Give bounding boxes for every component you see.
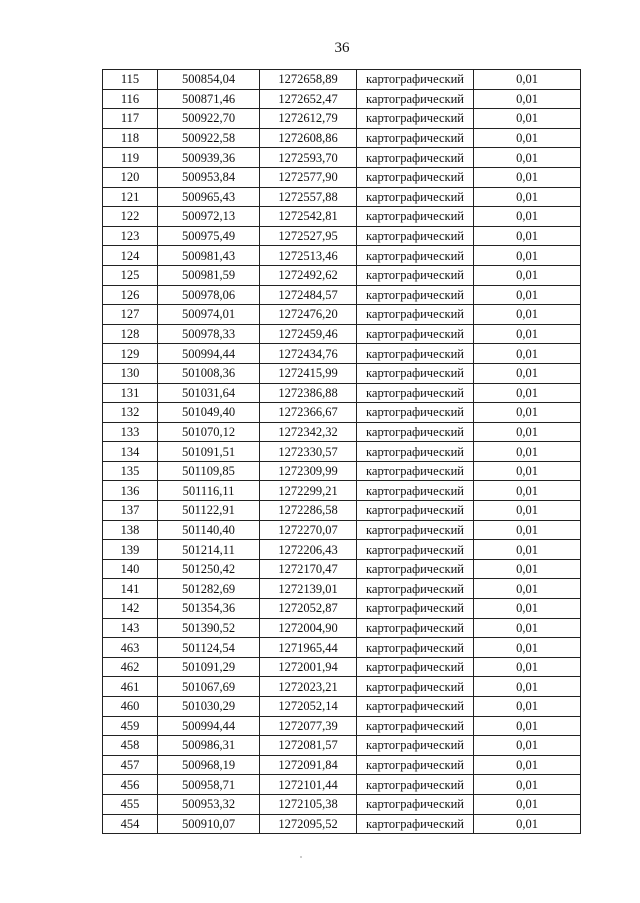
- method-cell: картографический: [357, 559, 474, 579]
- accuracy-cell: 0,01: [474, 70, 581, 90]
- x-coordinate-cell: 501008,36: [158, 363, 260, 383]
- point-number-cell: 139: [103, 540, 158, 560]
- x-coordinate-cell: 501091,51: [158, 442, 260, 462]
- method-cell: картографический: [357, 579, 474, 599]
- y-coordinate-cell: 1272101,44: [260, 775, 357, 795]
- y-coordinate-cell: 1272557,88: [260, 187, 357, 207]
- x-coordinate-cell: 501390,52: [158, 618, 260, 638]
- point-number-cell: 140: [103, 559, 158, 579]
- method-cell: картографический: [357, 657, 474, 677]
- accuracy-cell: 0,01: [474, 657, 581, 677]
- y-coordinate-cell: 1272023,21: [260, 677, 357, 697]
- method-cell: картографический: [357, 501, 474, 521]
- x-coordinate-cell: 500922,58: [158, 128, 260, 148]
- y-coordinate-cell: 1272004,90: [260, 618, 357, 638]
- point-number-cell: 119: [103, 148, 158, 168]
- method-cell: картографический: [357, 207, 474, 227]
- accuracy-cell: 0,01: [474, 618, 581, 638]
- method-cell: картографический: [357, 187, 474, 207]
- method-cell: картографический: [357, 246, 474, 266]
- x-coordinate-cell: 500922,70: [158, 109, 260, 129]
- x-coordinate-cell: 501122,91: [158, 501, 260, 521]
- method-cell: картографический: [357, 638, 474, 658]
- table-row: [103, 383, 581, 403]
- table-row: [103, 520, 581, 540]
- y-coordinate-cell: 1272658,89: [260, 70, 357, 90]
- point-number-cell: 118: [103, 128, 158, 148]
- table-row: [103, 109, 581, 129]
- x-coordinate-cell: 500854,04: [158, 70, 260, 90]
- point-number-cell: 128: [103, 324, 158, 344]
- accuracy-cell: 0,01: [474, 383, 581, 403]
- accuracy-cell: 0,01: [474, 559, 581, 579]
- accuracy-cell: 0,01: [474, 226, 581, 246]
- y-coordinate-cell: 1272091,84: [260, 755, 357, 775]
- y-coordinate-cell: 1272593,70: [260, 148, 357, 168]
- point-number-cell: 137: [103, 501, 158, 521]
- x-coordinate-cell: 500910,07: [158, 814, 260, 834]
- y-coordinate-cell: 1272081,57: [260, 736, 357, 756]
- accuracy-cell: 0,01: [474, 403, 581, 423]
- method-cell: картографический: [357, 167, 474, 187]
- method-cell: картографический: [357, 344, 474, 364]
- y-coordinate-cell: 1272652,47: [260, 89, 357, 109]
- y-coordinate-cell: 1272342,32: [260, 422, 357, 442]
- point-number-cell: 130: [103, 363, 158, 383]
- table-row: [103, 305, 581, 325]
- table-row: [103, 70, 581, 90]
- accuracy-cell: 0,01: [474, 599, 581, 619]
- scan-speck: [300, 856, 302, 858]
- point-number-cell: 142: [103, 599, 158, 619]
- accuracy-cell: 0,01: [474, 207, 581, 227]
- table-row: [103, 403, 581, 423]
- point-number-cell: 126: [103, 285, 158, 305]
- table-row: [103, 501, 581, 521]
- method-cell: картографический: [357, 716, 474, 736]
- table-row: [103, 559, 581, 579]
- accuracy-cell: 0,01: [474, 794, 581, 814]
- point-number-cell: 459: [103, 716, 158, 736]
- accuracy-cell: 0,01: [474, 363, 581, 383]
- y-coordinate-cell: 1272434,76: [260, 344, 357, 364]
- accuracy-cell: 0,01: [474, 540, 581, 560]
- point-number-cell: 127: [103, 305, 158, 325]
- y-coordinate-cell: 1272476,20: [260, 305, 357, 325]
- y-coordinate-cell: 1272001,94: [260, 657, 357, 677]
- accuracy-cell: 0,01: [474, 187, 581, 207]
- point-number-cell: 136: [103, 481, 158, 501]
- point-number-cell: 121: [103, 187, 158, 207]
- point-number-cell: 460: [103, 697, 158, 717]
- method-cell: картографический: [357, 128, 474, 148]
- accuracy-cell: 0,01: [474, 736, 581, 756]
- accuracy-cell: 0,01: [474, 265, 581, 285]
- accuracy-cell: 0,01: [474, 461, 581, 481]
- x-coordinate-cell: 500981,43: [158, 246, 260, 266]
- accuracy-cell: 0,01: [474, 638, 581, 658]
- table-row: [103, 775, 581, 795]
- y-coordinate-cell: 1272052,14: [260, 697, 357, 717]
- accuracy-cell: 0,01: [474, 481, 581, 501]
- x-coordinate-cell: 500953,84: [158, 167, 260, 187]
- table-row: [103, 618, 581, 638]
- table-row: [103, 128, 581, 148]
- method-cell: картографический: [357, 442, 474, 462]
- x-coordinate-cell: 501140,40: [158, 520, 260, 540]
- x-coordinate-cell: 501214,11: [158, 540, 260, 560]
- table-row: [103, 207, 581, 227]
- x-coordinate-cell: 501031,64: [158, 383, 260, 403]
- accuracy-cell: 0,01: [474, 814, 581, 834]
- y-coordinate-cell: 1272299,21: [260, 481, 357, 501]
- point-number-cell: 116: [103, 89, 158, 109]
- x-coordinate-cell: 501124,54: [158, 638, 260, 658]
- table-row: [103, 148, 581, 168]
- x-coordinate-cell: 500972,13: [158, 207, 260, 227]
- method-cell: картографический: [357, 775, 474, 795]
- table-row: [103, 736, 581, 756]
- point-number-cell: 135: [103, 461, 158, 481]
- point-number-cell: 132: [103, 403, 158, 423]
- accuracy-cell: 0,01: [474, 246, 581, 266]
- accuracy-cell: 0,01: [474, 442, 581, 462]
- point-number-cell: 463: [103, 638, 158, 658]
- y-coordinate-cell: 1272484,57: [260, 285, 357, 305]
- method-cell: картографический: [357, 109, 474, 129]
- table-row: [103, 481, 581, 501]
- table-row: [103, 461, 581, 481]
- table-row: [103, 422, 581, 442]
- x-coordinate-cell: 501116,11: [158, 481, 260, 501]
- method-cell: картографический: [357, 618, 474, 638]
- method-cell: картографический: [357, 265, 474, 285]
- accuracy-cell: 0,01: [474, 697, 581, 717]
- method-cell: картографический: [357, 461, 474, 481]
- table-row: [103, 246, 581, 266]
- point-number-cell: 455: [103, 794, 158, 814]
- method-cell: картографический: [357, 794, 474, 814]
- table-row: [103, 187, 581, 207]
- y-coordinate-cell: 1272415,99: [260, 363, 357, 383]
- point-number-cell: 141: [103, 579, 158, 599]
- x-coordinate-cell: 501354,36: [158, 599, 260, 619]
- accuracy-cell: 0,01: [474, 501, 581, 521]
- x-coordinate-cell: 500994,44: [158, 344, 260, 364]
- table-row: [103, 167, 581, 187]
- method-cell: картографический: [357, 697, 474, 717]
- table-row: [103, 794, 581, 814]
- point-number-cell: 143: [103, 618, 158, 638]
- accuracy-cell: 0,01: [474, 128, 581, 148]
- point-number-cell: 120: [103, 167, 158, 187]
- point-number-cell: 456: [103, 775, 158, 795]
- x-coordinate-cell: 501030,29: [158, 697, 260, 717]
- method-cell: картографический: [357, 520, 474, 540]
- x-coordinate-cell: 500871,46: [158, 89, 260, 109]
- y-coordinate-cell: 1272330,57: [260, 442, 357, 462]
- method-cell: картографический: [357, 89, 474, 109]
- y-coordinate-cell: 1272077,39: [260, 716, 357, 736]
- y-coordinate-cell: 1272206,43: [260, 540, 357, 560]
- point-number-cell: 457: [103, 755, 158, 775]
- table-row: [103, 697, 581, 717]
- y-coordinate-cell: 1272286,58: [260, 501, 357, 521]
- table-row: [103, 677, 581, 697]
- method-cell: картографический: [357, 363, 474, 383]
- point-number-cell: 115: [103, 70, 158, 90]
- x-coordinate-cell: 500975,49: [158, 226, 260, 246]
- x-coordinate-cell: 500974,01: [158, 305, 260, 325]
- table-row: [103, 657, 581, 677]
- x-coordinate-cell: 501282,69: [158, 579, 260, 599]
- table-row: [103, 285, 581, 305]
- method-cell: картографический: [357, 481, 474, 501]
- point-number-cell: 117: [103, 109, 158, 129]
- y-coordinate-cell: 1272366,67: [260, 403, 357, 423]
- x-coordinate-cell: 500978,06: [158, 285, 260, 305]
- method-cell: картографический: [357, 736, 474, 756]
- accuracy-cell: 0,01: [474, 755, 581, 775]
- y-coordinate-cell: 1272170,47: [260, 559, 357, 579]
- method-cell: картографический: [357, 599, 474, 619]
- point-number-cell: 125: [103, 265, 158, 285]
- table-row: [103, 599, 581, 619]
- table-row: [103, 755, 581, 775]
- y-coordinate-cell: 1272612,79: [260, 109, 357, 129]
- table-row: [103, 638, 581, 658]
- method-cell: картографический: [357, 285, 474, 305]
- point-number-cell: 129: [103, 344, 158, 364]
- x-coordinate-cell: 501250,42: [158, 559, 260, 579]
- x-coordinate-cell: 500939,36: [158, 148, 260, 168]
- table-row: [103, 579, 581, 599]
- accuracy-cell: 0,01: [474, 305, 581, 325]
- x-coordinate-cell: 500981,59: [158, 265, 260, 285]
- x-coordinate-cell: 501091,29: [158, 657, 260, 677]
- y-coordinate-cell: 1272542,81: [260, 207, 357, 227]
- method-cell: картографический: [357, 383, 474, 403]
- accuracy-cell: 0,01: [474, 579, 581, 599]
- y-coordinate-cell: 1272459,46: [260, 324, 357, 344]
- x-coordinate-cell: 501067,69: [158, 677, 260, 697]
- table-row: [103, 344, 581, 364]
- x-coordinate-cell: 500965,43: [158, 187, 260, 207]
- y-coordinate-cell: 1272513,46: [260, 246, 357, 266]
- method-cell: картографический: [357, 422, 474, 442]
- y-coordinate-cell: 1272095,52: [260, 814, 357, 834]
- y-coordinate-cell: 1272386,88: [260, 383, 357, 403]
- method-cell: картографический: [357, 755, 474, 775]
- point-number-cell: 462: [103, 657, 158, 677]
- accuracy-cell: 0,01: [474, 285, 581, 305]
- x-coordinate-cell: 500994,44: [158, 716, 260, 736]
- table-row: [103, 540, 581, 560]
- point-number-cell: 131: [103, 383, 158, 403]
- method-cell: картографический: [357, 305, 474, 325]
- method-cell: картографический: [357, 70, 474, 90]
- x-coordinate-cell: 500958,71: [158, 775, 260, 795]
- x-coordinate-cell: 500986,31: [158, 736, 260, 756]
- x-coordinate-cell: 500968,19: [158, 755, 260, 775]
- accuracy-cell: 0,01: [474, 677, 581, 697]
- accuracy-cell: 0,01: [474, 775, 581, 795]
- table-row: [103, 716, 581, 736]
- point-number-cell: 123: [103, 226, 158, 246]
- accuracy-cell: 0,01: [474, 324, 581, 344]
- table-row: [103, 89, 581, 109]
- method-cell: картографический: [357, 540, 474, 560]
- method-cell: картографический: [357, 148, 474, 168]
- x-coordinate-cell: 501109,85: [158, 461, 260, 481]
- point-number-cell: 461: [103, 677, 158, 697]
- point-number-cell: 124: [103, 246, 158, 266]
- table-row: [103, 226, 581, 246]
- method-cell: картографический: [357, 814, 474, 834]
- y-coordinate-cell: 1272139,01: [260, 579, 357, 599]
- y-coordinate-cell: 1272052,87: [260, 599, 357, 619]
- table-row: [103, 442, 581, 462]
- accuracy-cell: 0,01: [474, 716, 581, 736]
- y-coordinate-cell: 1272105,38: [260, 794, 357, 814]
- accuracy-cell: 0,01: [474, 167, 581, 187]
- point-number-cell: 134: [103, 442, 158, 462]
- table-row: [103, 363, 581, 383]
- point-number-cell: 138: [103, 520, 158, 540]
- table-row: [103, 265, 581, 285]
- y-coordinate-cell: 1272270,07: [260, 520, 357, 540]
- table-row: [103, 324, 581, 344]
- x-coordinate-cell: 501049,40: [158, 403, 260, 423]
- method-cell: картографический: [357, 324, 474, 344]
- y-coordinate-cell: 1272577,90: [260, 167, 357, 187]
- page-number: 36: [334, 40, 350, 56]
- x-coordinate-cell: 500953,32: [158, 794, 260, 814]
- table-row: [103, 814, 581, 834]
- point-number-cell: 454: [103, 814, 158, 834]
- y-coordinate-cell: 1272492,62: [260, 265, 357, 285]
- coordinates-table-body: [103, 70, 581, 834]
- y-coordinate-cell: 1272527,95: [260, 226, 357, 246]
- accuracy-cell: 0,01: [474, 422, 581, 442]
- accuracy-cell: 0,01: [474, 109, 581, 129]
- x-coordinate-cell: 501070,12: [158, 422, 260, 442]
- method-cell: картографический: [357, 226, 474, 246]
- accuracy-cell: 0,01: [474, 520, 581, 540]
- y-coordinate-cell: 1271965,44: [260, 638, 357, 658]
- y-coordinate-cell: 1272309,99: [260, 461, 357, 481]
- point-number-cell: 133: [103, 422, 158, 442]
- point-number-cell: 122: [103, 207, 158, 227]
- y-coordinate-cell: 1272608,86: [260, 128, 357, 148]
- method-cell: картографический: [357, 677, 474, 697]
- x-coordinate-cell: 500978,33: [158, 324, 260, 344]
- accuracy-cell: 0,01: [474, 148, 581, 168]
- method-cell: картографический: [357, 403, 474, 423]
- accuracy-cell: 0,01: [474, 89, 581, 109]
- coordinates-table: [102, 69, 581, 834]
- point-number-cell: 458: [103, 736, 158, 756]
- accuracy-cell: 0,01: [474, 344, 581, 364]
